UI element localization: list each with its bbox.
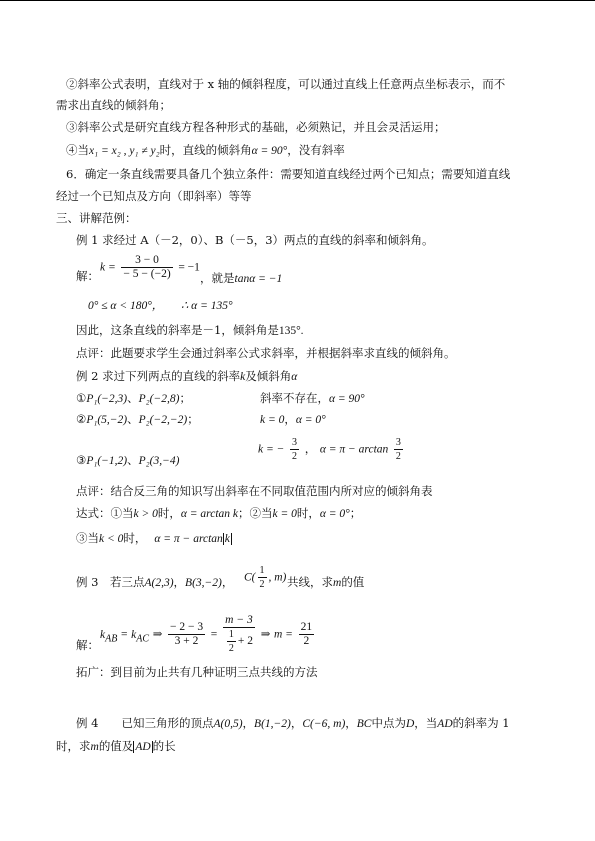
text-segment: 的长	[152, 739, 176, 753]
text-segment: 的值及	[98, 739, 134, 753]
math-expression: α = 0°	[295, 414, 326, 426]
fraction	[223, 614, 255, 655]
math-expression: α = π − arctan	[319, 443, 389, 456]
math-expression: k = −	[258, 443, 285, 456]
example-heading: 例 4 已知三角形的顶点A(0,5)，B(1,−2)，C(−6, m)，BC中点为D，当AD的斜率为 1	[76, 716, 510, 730]
text-segment: 时，	[157, 506, 181, 520]
text-segment: 中点为	[371, 716, 406, 730]
fraction-numerator: 3 − 0	[121, 254, 172, 268]
fraction-numerator: 3	[292, 437, 298, 448]
math-expression: ∴ α = 135°	[180, 300, 233, 312]
text-segment: ③当	[76, 531, 99, 545]
text-line	[56, 739, 176, 754]
text-segment: 共线，求	[287, 575, 333, 589]
math-expression: k	[224, 533, 230, 545]
text-line	[287, 575, 364, 590]
point-p1: P₁(−1,2)	[86, 455, 128, 467]
math-expression: x₁ = x₂ , y₁ ≠ y₂	[89, 145, 160, 157]
math-expression: m	[90, 741, 99, 753]
header-rule	[0, 0, 595, 1]
fraction	[299, 621, 315, 648]
solution-label: 解：	[76, 269, 99, 283]
fraction	[258, 564, 267, 591]
case-2-result	[260, 412, 326, 427]
text-line: ③斜率公式是研究直线方程各种形式的基础，必须熟记，并且会灵活运用；	[66, 120, 446, 134]
math-expression: k = 0	[260, 414, 285, 426]
section-heading: 三、讲解范例：	[56, 211, 137, 225]
case-1-points	[76, 391, 191, 406]
text-line	[76, 506, 361, 521]
text-segment: 例 2 求过下列两点的直线的斜率	[76, 369, 241, 383]
math-expression: = −1	[178, 261, 200, 274]
math-expression: α = 90°	[251, 145, 288, 157]
text-segment: 例 3 若三点	[76, 575, 145, 589]
text-segment: 时，直线的倾斜角	[159, 143, 252, 157]
fraction-numerator: 3	[395, 437, 401, 448]
math-expression: $k_{AB}$	[100, 628, 118, 644]
point-a: A(0,5)	[213, 718, 243, 730]
point-p1: P₁(−2,3)	[86, 393, 128, 405]
formula-collinear	[100, 614, 316, 655]
math-expression: AD	[135, 741, 151, 753]
math-expression: , m)	[268, 571, 287, 584]
text-segment: 及倾斜角	[245, 369, 292, 383]
circled-number: ①	[76, 391, 87, 405]
separator: 、	[127, 453, 139, 467]
point-c	[244, 564, 286, 591]
math-expression: tanα = −1	[234, 273, 283, 285]
separator: ，	[284, 412, 296, 426]
text-line: 经过一个已知点及方向（即斜率）等等	[56, 189, 252, 203]
case-1-result	[260, 391, 365, 406]
example-heading	[76, 369, 297, 384]
fraction-numerator: 1	[259, 565, 265, 576]
point-c: C(−6, m)	[302, 718, 346, 730]
text-segment: 时，	[296, 506, 320, 520]
text-line: 需求出直线的倾斜角；	[56, 98, 171, 112]
fraction	[168, 621, 205, 648]
point-p1: P₁(5,−2)	[86, 414, 128, 426]
example-heading: 例 3 若三点A(2,3)，B(3,−2)，	[76, 575, 234, 589]
point-p2: P₂(−2,8)	[138, 393, 180, 405]
solution-label: 解：	[76, 638, 99, 652]
case-2-points	[76, 412, 199, 427]
text-line	[66, 143, 345, 158]
math-expression: k > 0	[133, 508, 158, 520]
math-operator: =	[210, 628, 218, 641]
formula-slope	[100, 254, 200, 281]
math-expression: C(	[244, 571, 256, 584]
separator: ；	[179, 391, 191, 405]
point-p2: P₂(−2,−2)	[138, 414, 188, 426]
text-segment: ，当	[414, 716, 438, 730]
fraction-denominator: 2	[259, 579, 265, 590]
math-expression: k =	[100, 261, 116, 274]
math-expression: α = π − arctan	[154, 533, 223, 545]
math-expression: k = 0	[272, 508, 297, 520]
text-line: 点评：结合反三角的知识写出斜率在不同取值范围内所对应的倾斜角表	[76, 484, 433, 498]
math-expression: α = arctan k	[180, 508, 238, 520]
text-segment: 时，	[123, 531, 147, 545]
math-operator: =	[120, 628, 128, 641]
fraction-numerator: 21	[300, 621, 313, 633]
text-segment: ，就是	[200, 271, 235, 285]
case-3-points	[76, 453, 179, 468]
separator: ，	[304, 441, 317, 456]
text-segment: ；	[349, 506, 362, 520]
math-expression: BC	[356, 718, 372, 730]
fraction: $\frac{1}{2}$	[228, 629, 234, 654]
math-expression: α = 0°	[319, 508, 350, 520]
text-segment: ，没有斜率	[287, 143, 345, 157]
math-expression: $k_{AC}$	[131, 628, 150, 644]
fraction-denominator: − 5 − (−2)	[123, 268, 171, 280]
point-b: B(1,−2)	[254, 718, 291, 730]
text-line: 点评：此题要求学生会通过斜率公式求斜率，并根据斜率求直线的倾斜角。	[76, 346, 456, 360]
text-segment: ④当	[66, 143, 89, 157]
text-segment: 的斜率为 1	[452, 716, 510, 730]
text-segment: 例 4 已知三角形的顶点	[76, 716, 214, 730]
fraction	[394, 436, 403, 463]
text-line	[200, 271, 282, 286]
point-b: B(3,−2)	[185, 577, 222, 589]
fraction	[121, 254, 172, 281]
math-expression: D	[405, 718, 415, 730]
fraction-denominator: $\frac{1}{2}$ + 2	[228, 629, 254, 654]
fraction	[290, 436, 299, 463]
math-operator: ⇒	[152, 628, 163, 641]
text-segment: 时，求	[56, 739, 91, 753]
math-expression: 135°.	[278, 325, 304, 337]
text-line: 拓广：到目前为止共有几种证明三点共线的方法	[76, 665, 318, 679]
math-expression: k < 0	[99, 533, 124, 545]
text-line	[76, 323, 304, 338]
text-segment: ；②当	[238, 506, 273, 520]
math-expression: m	[333, 577, 342, 589]
text-line: 6．确定一条直线需要具备几个独立条件：需要知道直线经过两个已知点；需要知道直线	[66, 167, 511, 181]
text-line	[76, 531, 232, 546]
fraction-numerator: − 2 − 3	[169, 621, 204, 633]
math-expression: AD	[437, 718, 453, 730]
text-line	[88, 298, 233, 313]
circled-number: ③	[76, 453, 87, 467]
separator: 、	[127, 391, 139, 405]
fraction-denominator: 3 + 2	[174, 635, 199, 647]
text-segment: 因此，这条直线的斜率是－1，倾斜角是	[76, 323, 279, 337]
circled-number: ②	[76, 412, 87, 426]
point-a: A(2,3)	[144, 577, 174, 589]
math-expression: k	[240, 371, 246, 383]
point-p2: P₂(3,−4)	[138, 455, 180, 467]
example-heading: 例 1 求经过 A（－2，0）、B（－5，3）两点的直线的斜率和倾斜角。	[76, 233, 434, 247]
math-operator: ⇒	[260, 628, 271, 641]
math-expression: m =	[273, 628, 293, 641]
text-segment: 的值	[341, 575, 365, 589]
fraction-numerator: m − 3	[223, 614, 255, 628]
fraction-denominator: 2	[395, 451, 401, 462]
case-3-result	[258, 436, 405, 463]
text-segment: 斜率不存在，	[260, 391, 329, 405]
fraction-denominator: 2	[303, 635, 310, 647]
separator: ；	[187, 412, 199, 426]
fraction-denominator: 2	[292, 451, 298, 462]
math-expression: α = 90°	[329, 393, 365, 405]
text-segment: 达式：①当	[76, 506, 134, 520]
separator: 、	[127, 412, 139, 426]
math-expression: α	[291, 371, 298, 383]
math-expression: 0° ≤ α < 180°，	[88, 300, 164, 312]
text-line: ②斜率公式表明，直线对于 x 轴的倾斜程度，可以通过直线上任意两点坐标表示，而不	[66, 77, 506, 91]
